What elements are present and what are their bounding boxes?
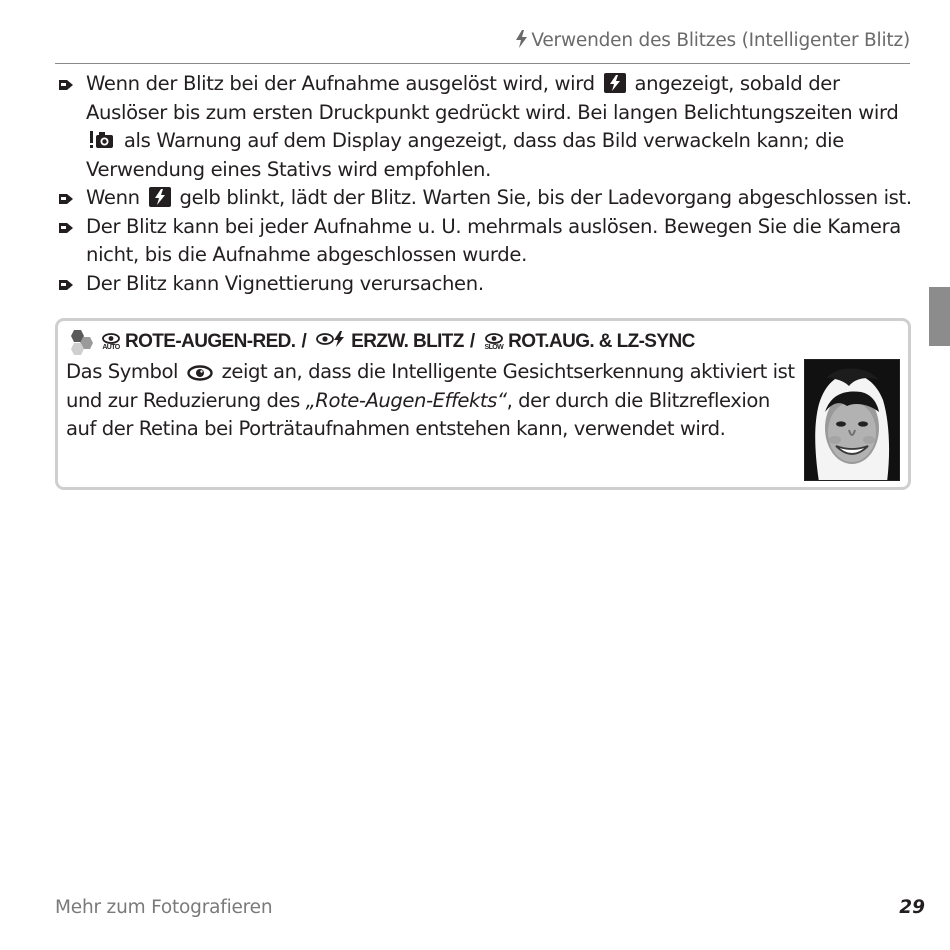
list-item: Der Blitz kann Vignettierung verursachen. [55, 270, 915, 299]
list-item: Wenn der Blitz bei der Aufnahme ausgelöst wird, wird angezeigt, sobald der Auslöser bis zum ersten Druckpunkt gedrückt wird. Bei langen Belichtungszeiten wird als Warnung auf dem Display angezeigt, dass das Bild verwackeln kann; die Verwendung eines Stativs wird empfohlen. [55, 70, 915, 184]
pencil-note-icon [59, 192, 73, 205]
eye-face-detection-icon [187, 365, 213, 381]
portrait-photo [804, 359, 900, 481]
info-box [55, 318, 911, 490]
pencil-note-icon [59, 221, 73, 234]
pencil-note-icon [59, 78, 73, 91]
flash-indicator-icon [604, 73, 626, 93]
red-eye-forced-flash-icon [316, 331, 346, 353]
flash-icon [516, 30, 527, 48]
page-header [55, 30, 910, 64]
info-box-title: AUTO ROTE-AUGEN-RED. / ERZW. BLITZ / SLOW ROT.AUG. & LZ-SYNC [66, 329, 695, 355]
chapter-tab-marker [929, 287, 950, 346]
pencil-note-icon [59, 278, 73, 291]
note-list [55, 70, 915, 298]
header-title: Verwenden des Blitzes (Intelligenter Blitz) [531, 30, 910, 51]
list-item: Wenn gelb blinkt, lädt der Blitz. Warten Sie, bis der Ladevorgang abgeschlossen ist. [55, 184, 915, 213]
info-box-text: Das Symbol zeigt an, dass die Intelligente Gesichtserkennung aktiviert ist und zur Reduzierung des „Rote-Augen-Effekts“, der durch die Blitzreflexion auf der Retina bei Porträtaufnahmen entstehen kann, verwendet wird. [66, 360, 795, 440]
red-eye-auto-icon: AUTO [102, 333, 120, 352]
red-eye-slow-sync-icon: SLOW [485, 333, 504, 352]
camera-shake-warning-icon [89, 130, 115, 150]
list-item: Der Blitz kann bei jeder Aufnahme u. U. mehrmals auslösen. Bewegen Sie die Kamera nicht, bis die Aufnahme abgeschlossen wurde. [55, 213, 915, 270]
page-number: 29 [899, 897, 925, 918]
hexagon-info-icon [66, 329, 98, 355]
footer-section-title: Mehr zum Fotografieren [55, 897, 273, 918]
flash-indicator-icon [149, 187, 171, 207]
